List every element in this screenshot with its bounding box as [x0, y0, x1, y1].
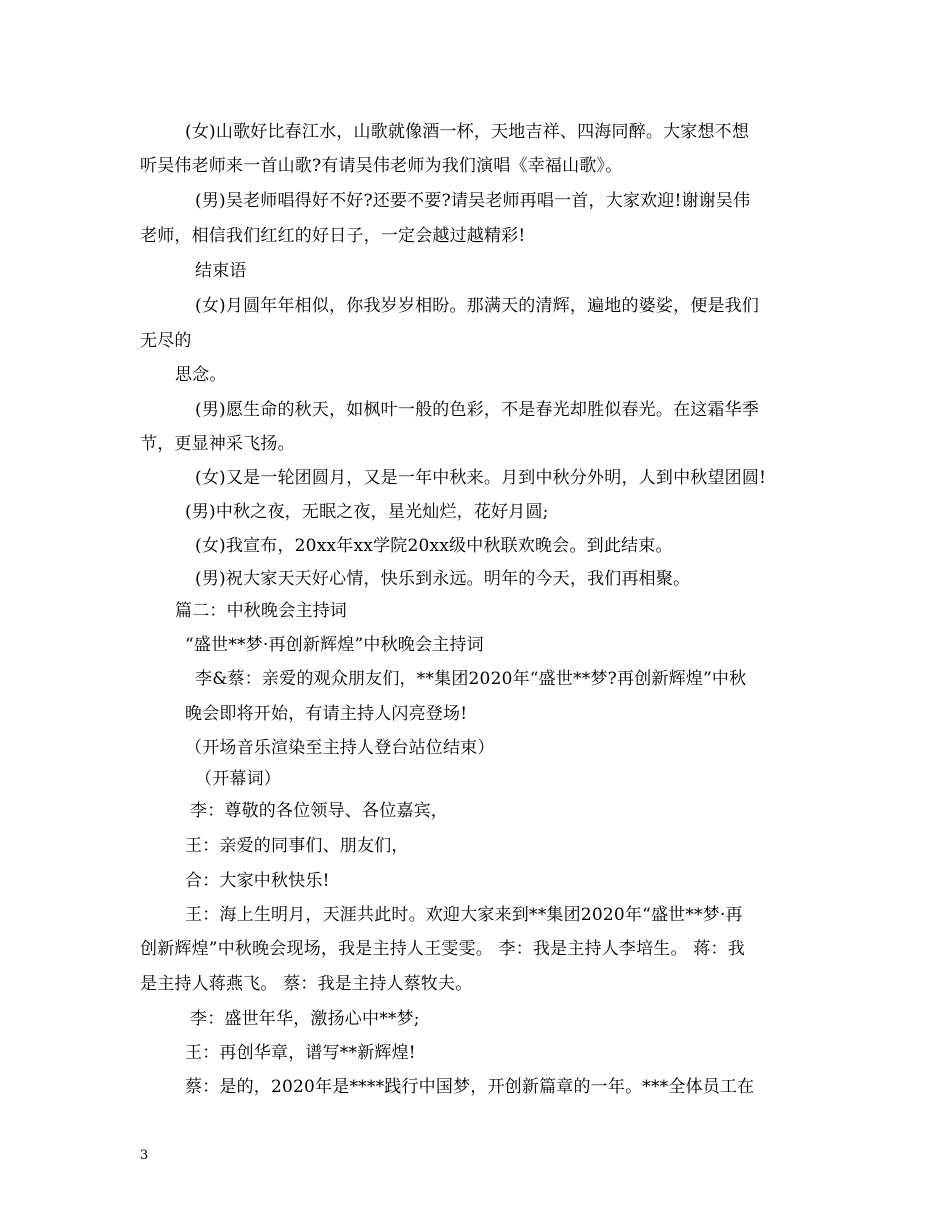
text-line: 老师，相信我们红红的好日子，一定会越过越精彩! [140, 226, 526, 246]
text-line: 思念。 [175, 365, 227, 385]
text-line: 王：亲爱的同事们、朋友们， [185, 836, 409, 856]
text-line: 王：再创华章，谱写**新辉煌! [185, 1043, 416, 1063]
section-heading: 篇二：中秋晚会主持词 [175, 601, 347, 621]
text-line: (男)吴老师唱得好不好?还要不要?请吴老师再唱一首，大家欢迎!谢谢吴伟 [195, 191, 751, 211]
text-line: (男)中秋之夜，无眠之夜，星光灿烂，花好月圆; [185, 502, 549, 522]
text-line: 创新辉煌”中秋晚会现场，我是主持人王雯雯。 李：我是主持人李培生。 蒋：我 [140, 939, 745, 959]
text-line: 王：海上生明月，天涯共此时。欢迎大家来到**集团2020年“盛世**梦·再 [185, 905, 743, 925]
text-line: (男)愿生命的秋天，如枫叶一般的色彩，不是春光却胜似春光。在这霜华季 [195, 400, 760, 420]
text-line: 晚会即将开始，有请主持人闪亮登场! [185, 704, 468, 724]
text-line: (女)山歌好比春江水，山歌就像酒一杯，天地吉祥、四海同醉。大家想不想 [185, 122, 750, 142]
text-line: 是主持人蒋燕飞。 蔡：我是主持人蔡牧夫。 [140, 974, 473, 994]
text-line: （开幕词） [195, 769, 281, 789]
text-line: 合：大家中秋快乐! [185, 871, 330, 891]
page-number: 3 [140, 1148, 149, 1163]
text-line: （开场音乐渲染至主持人登台站位结束） [185, 738, 495, 758]
text-line: (男)祝大家天天好心情，快乐到永远。明年的今天，我们再相聚。 [195, 569, 691, 589]
subtitle-line: “盛世**梦·再创新辉煌”中秋晚会主持词 [185, 635, 484, 655]
text-line: (女)又是一轮团圆月，又是一年中秋来。月到中秋分外明，人到中秋望团圆! [195, 468, 767, 488]
text-line: 听吴伟老师来一首山歌?有请吴伟老师为我们演唱《幸福山歌》。 [140, 156, 623, 176]
text-line: 李&蔡：亲爱的观众朋友们，**集团2020年“盛世**梦?再创新辉煌”中秋 [195, 669, 747, 689]
text-line: 李：盛世年华，激扬心中**梦; [190, 1009, 420, 1029]
text-line: 蔡：是的，2020年是****践行中国梦，开创新篇章的一年。***全体员工在 [185, 1077, 755, 1097]
section-heading: 结束语 [195, 261, 247, 281]
text-line: (女)我宣布，20xx年xx学院20xx级中秋联欢晚会。到此结束。 [195, 536, 673, 556]
text-line: (女)月圆年年相似，你我岁岁相盼。那满天的清辉，遍地的婆娑，便是我们 [195, 296, 760, 316]
text-line: 节，更显神采飞扬。 [140, 434, 295, 454]
text-line: 李：尊敬的各位领导、各位嘉宾， [190, 801, 448, 821]
text-line: 无尽的 [140, 331, 192, 351]
